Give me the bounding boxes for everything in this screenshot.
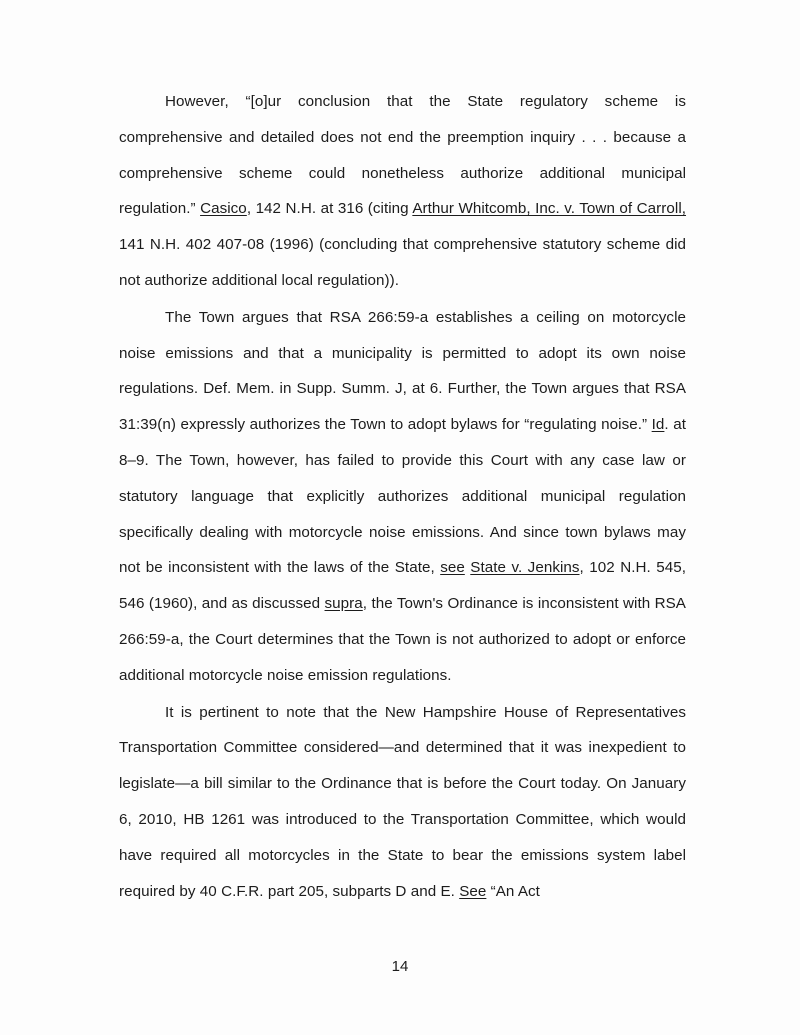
citation-signal: supra (324, 595, 363, 613)
text-segment: “An Act (486, 882, 540, 900)
text-segment: , 142 N.H. at 316 (citing (246, 200, 413, 218)
text-segment: , the Town's Ordinance is inconsistent with RSA 266:59-a, the Court determines that the Town is not authorized to adopt or enforce additional motorcycle noise emission regulations. (119, 595, 686, 684)
text-segment: . at 8–9. The Town, however, has failed to provide this Court with any case law or statutory language that explicitly authorizes additional municipal regulation specifically dealing with motorcycle noise emissions. And since town bylaws may not be inconsistent with the laws of the State, (119, 416, 687, 577)
paragraph-2 (119, 300, 686, 694)
citation-signal: See (459, 882, 487, 900)
paragraph-1 (119, 84, 686, 299)
text-segment: , 102 N.H. 545, 546 (1960), and as discussed (119, 559, 686, 613)
page-number: 14 (391, 958, 409, 975)
paragraph-3 (119, 695, 686, 910)
body-text (119, 84, 686, 909)
citation-signal: see (440, 559, 465, 577)
text-segment: 141 N.H. 402 407-08 (1996) (concluding that comprehensive statutory scheme did not authorize additional local regulation)). (119, 236, 686, 289)
citation-signal: Id (651, 416, 665, 434)
text-segment: However, “[o]ur conclusion that the State regulatory scheme is comprehensive and detailed does not end the preemption inquiry . . . because a comprehensive scheme could nonetheless authorize additional municipal regulation.” (119, 93, 686, 218)
case-citation: Arthur Whitcomb, Inc. v. Town of Carroll, (412, 200, 687, 218)
text-segment: The Town argues that RSA 266:59-a establishes a ceiling on motorcycle noise emissions and that a municipality is permitted to adopt its own noise regulations. Def. Mem. in Supp. Summ. J, at 6. Further, the Town argues that RSA 31:39(n) expressly authorizes the Town to adopt bylaws for “regulating noise.” (119, 308, 686, 434)
case-citation: Casico (200, 200, 247, 218)
text-segment: It is pertinent to note that the New Hampshire House of Representatives Transportation Committee considered—and determined that it was inexpedient to legislate—a bill similar to the Ordinance that is before the Court today. On January 6, 2010, HB 1261 was introduced to the Transportation Committee, which would have required all motorcycles in the State to bear the emissions system label required by 40 C.F.R. part 205, subparts D and E. (119, 703, 686, 900)
case-citation: State v. Jenkins (470, 559, 580, 577)
